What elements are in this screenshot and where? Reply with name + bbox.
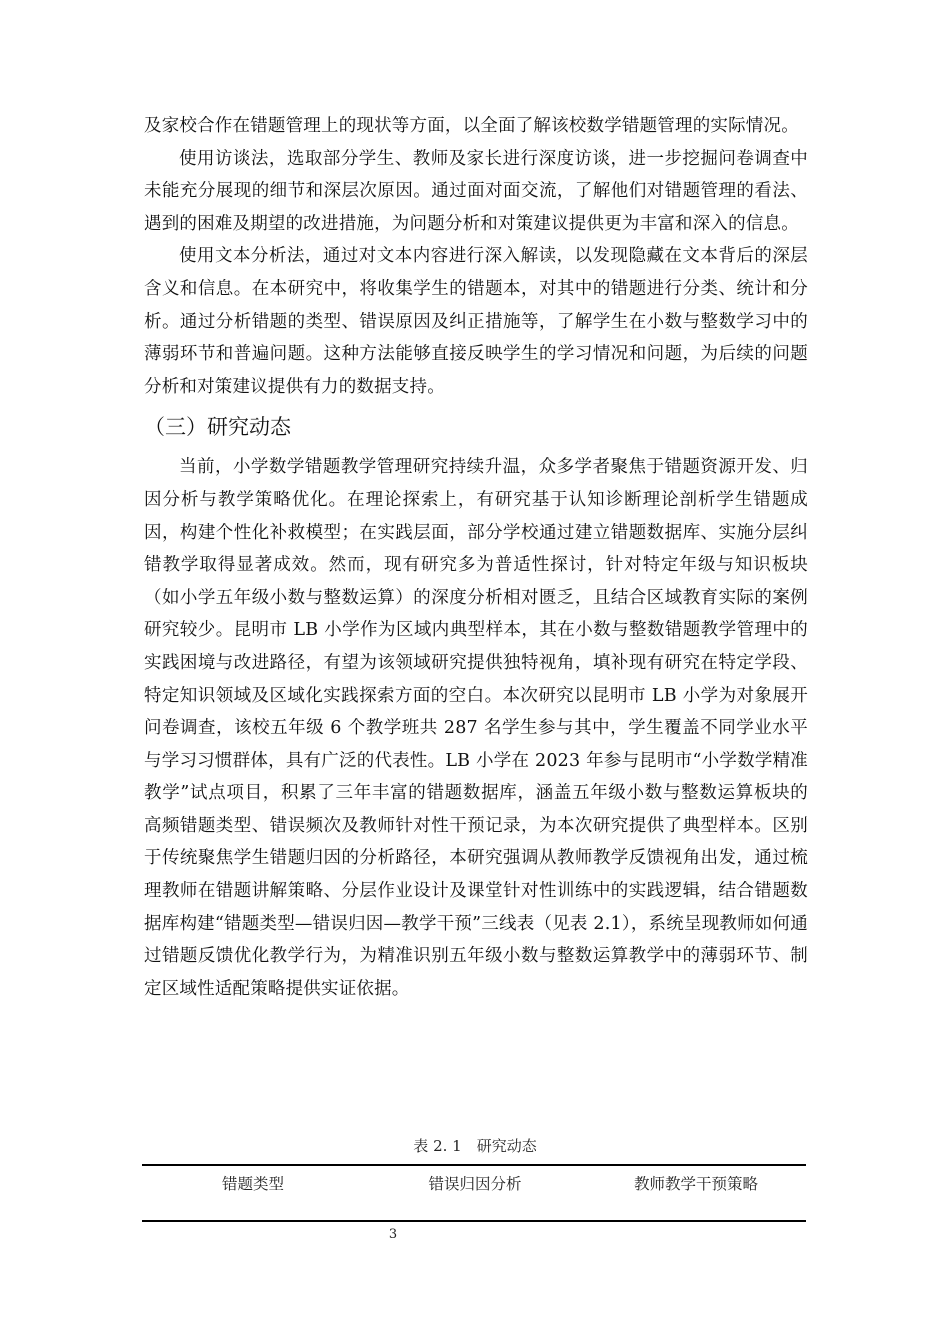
table-caption: 表 2. 1 研究动态 (413, 1137, 537, 1155)
table-header-teaching-intervention: 教师教学干预策略 (633, 1175, 758, 1193)
table-header-error-cause: 错误归因分析 (428, 1175, 522, 1193)
page-body (144, 110, 808, 1005)
paragraph-continuation: 及家校合作在错题管理上的现状等方面，以全面了解该校数学错题管理的实际情况。 (144, 116, 799, 136)
paragraph-interview-method: 使用访谈法，选取部分学生、教师及家长进行深度访谈，进一步挖掘问卷调查中未能充分展现的细节和深层次原因。通过面对面交流，了解他们对错题管理的看法、遇到的困难及期望的改进措施，为问题分析和对策建议提供更为丰富和深入的信息。 (144, 148, 808, 234)
section-heading: （三）研究动态 (144, 415, 291, 440)
paragraph-text-analysis-method: 使用文本分析法，通过对文本内容进行深入解读，以发现隐藏在文本背后的深层含义和信息。在本研究中，将收集学生的错题本，对其中的错题进行分类、统计和分析。通过分析错题的类型、错误原因及纠正措施等，了解学生在小数与整数学习中的薄弱环节和普遍问题。这种方法能够直接反映学生的学习情况和问题，为后续的问题分析和对策建议提供有力的数据支持。 (144, 246, 808, 397)
table-header-error-type: 错题类型 (221, 1175, 284, 1193)
three-line-table (142, 1164, 806, 1222)
page-number: 3 (388, 1227, 398, 1242)
paragraph-research-status: 当前，小学数学错题教学管理研究持续升温，众多学者聚焦于错题资源开发、归因分析与教学策略优化。在理论探索上，有研究基于认知诊断理论剖析学生错题成因，构建个性化补救模型；在实践层面，部分学校通过建立错题数据库、实施分层纠错教学取得显著成效。然而，现有研究多为普适性探讨，针对特定年级与知识板块（如小学五年级小数与整数运算）的深度分析相对匮乏，且结合区域教育实际的案例研究较少。昆明市 LB 小学作为区域内典型样本，其在小数与整数错题教学管理中的实践困境与改进路径，有望为该领域研究提供独特视角，填补现有研究在特定学段、特定知识领域及区域化实践探索方面的空白。本次研究以昆明市 LB 小学为对象展开问卷调查，该校五年级 6 个教学班共 287 名学生参与其中，学生覆盖不同学业水平与学习习惯群体，具有广泛的代表性。LB 小学在 2023 年参与昆明市“小学数学精准教学”试点项目，积累了三年丰富的错题数据库，涵盖五年级小数与整数运算板块的高频错题类型、错误频次及教师针对性干预记录，为本次研究提供了典型样本。区别于传统聚焦学生错题归因的分析路径，本研究强调从教师教学反馈视角出发，通过梳理教师在错题讲解策略、分层作业设计及课堂针对性训练中的实践逻辑，结合错题数据库构建“错题类型—错误归因—教学干预”三线表（见表 2.1），系统呈现教师如何通过错题反馈优化教学行为，为精准识别五年级小数与整数运算教学中的薄弱环节、制定区域性适配策略提供实证依据。 (144, 457, 808, 999)
